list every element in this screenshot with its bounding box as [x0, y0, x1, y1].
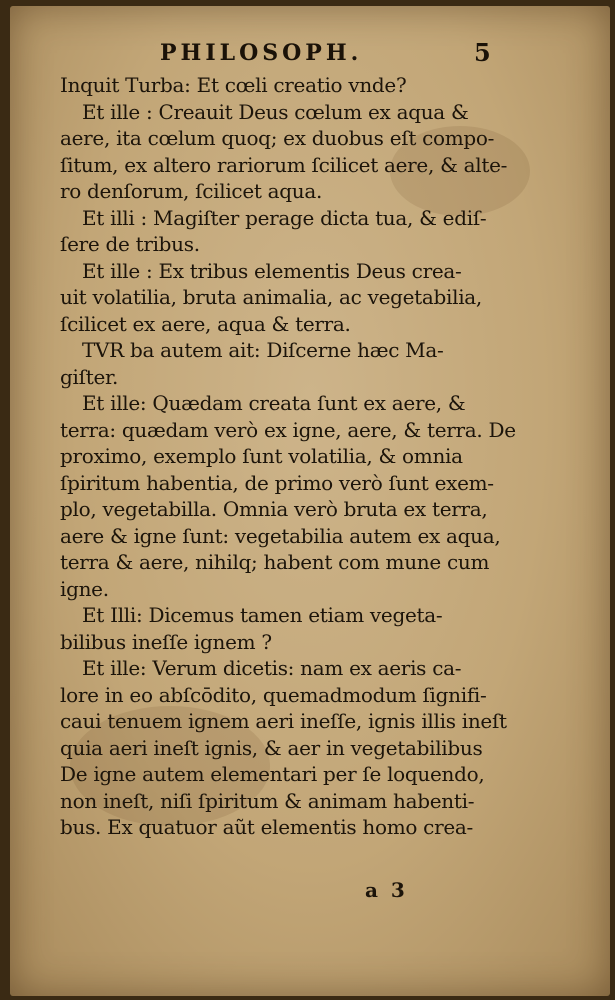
- text-line: giſter.: [60, 364, 119, 389]
- text-line: TVR ba autem ait: Diſcerne hæc Ma-: [82, 338, 444, 362]
- text-line: Et ille: Quædam creata ſunt ex aere, &: [82, 391, 466, 415]
- text-line: Inquit Turba: Et cœli creatio vnde?: [60, 73, 407, 97]
- text-line: aere, ita cœlum quoq; ex duobus eſt compo-: [60, 126, 495, 150]
- text-line: Et illi : Magiſter perage dicta tua, & ediſ-: [82, 205, 487, 230]
- text-line: uit volatilia, bruta animalia, ac vegetabilia,: [60, 285, 482, 309]
- text-line: ſcilicet ex aere, aqua & terra.: [60, 311, 351, 336]
- text-line: Et ille: Verum dicetis: nam ex aeris ca-: [82, 656, 462, 680]
- text-line: ſere de tribus.: [60, 232, 200, 256]
- text-line: plo, vegetabilla. Omnia verò bruta ex terra,: [60, 497, 488, 521]
- text-line: Et ille : Ex tribus elementis Deus crea-: [82, 258, 462, 283]
- text-line: caui tenuem ignem aeri ineſſe, ignis illis ineſt: [60, 709, 507, 733]
- text-line: Et Illi: Dicemus tamen etiam vegeta-: [82, 603, 443, 627]
- text-line: ſpiritum habentia, de primo verò ſunt exem-: [60, 470, 494, 495]
- page-number: 5: [474, 38, 491, 67]
- text-line: bus. Ex quatuor aũt elementis homo crea-: [60, 815, 473, 839]
- text-line: ſitum, ex altero rariorum ſcilicet aere, & alte-: [60, 152, 508, 177]
- text-line: quia aeri ineſt ignis, & aer in vegetabilibus: [60, 735, 483, 760]
- text-line: lore in eo abſcōdito, quemadmodum ſignifi-: [60, 682, 487, 707]
- text-line: De igne autem elementari per ſe loquendo,: [60, 762, 485, 786]
- text-line: proximo, exemplo ſunt volatilia, & omnia: [60, 444, 463, 468]
- book-page: [10, 6, 610, 996]
- text-line: Et ille : Creauit Deus cœlum ex aqua &: [82, 99, 469, 124]
- text-line: aere & igne ſunt: vegetabilia autem ex aqua,: [60, 523, 501, 548]
- text-line: terra & aere, nihilq; habent com mune cum: [60, 550, 490, 574]
- text-line: bilibus ineſſe ignem ?: [60, 629, 272, 654]
- text-line: terra: quædam verò ex igne, aere, & terra. De: [60, 417, 516, 442]
- page-header: [10, 40, 610, 70]
- body-text: [60, 72, 516, 841]
- text-line: ro denſorum, ſcilicet aqua.: [60, 179, 323, 203]
- text-line: non ineſt, niſi ſpiritum & animam habenti-: [60, 788, 475, 813]
- text-line: igne.: [60, 576, 109, 601]
- signature-mark: a 3: [365, 878, 408, 902]
- running-head: PHILOSOPH.: [160, 40, 363, 66]
